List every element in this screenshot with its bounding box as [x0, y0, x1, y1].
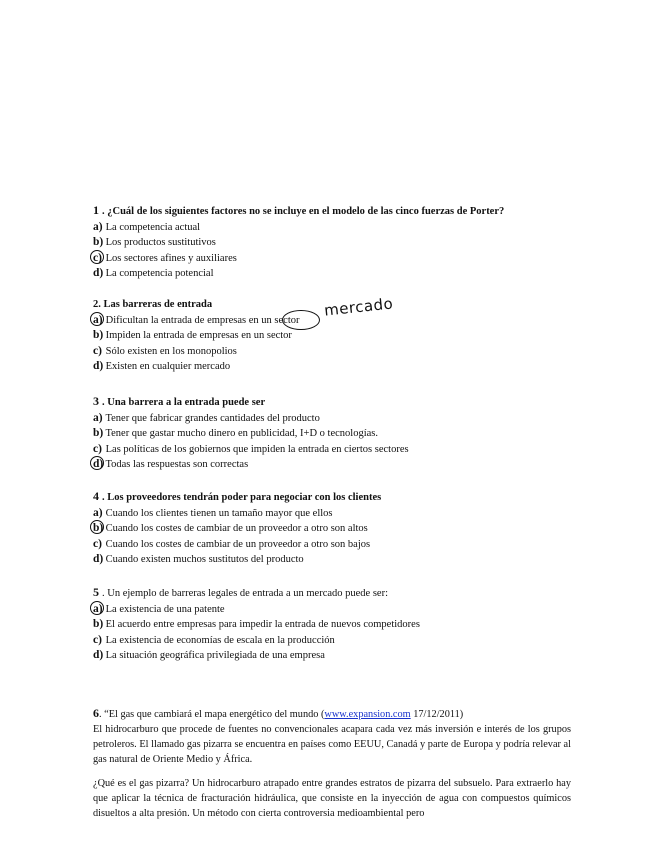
question-5-number: 5	[93, 585, 99, 599]
question-6-number: 6	[93, 706, 99, 720]
question-2-option-b: b) Impiden la entrada de empresas en un sector	[93, 329, 292, 342]
question-2-option-d: d) Existen en cualquier mercado	[93, 360, 231, 373]
question-1-option-c: c) Los sectores afines y auxiliares	[93, 251, 583, 267]
question-2-title: 2. Las barreras de entrada	[93, 299, 213, 310]
question-5-option-b: b) El acuerdo entre empresas para impedir la entrada de nuevos competidores	[93, 618, 420, 631]
question-1	[93, 203, 583, 282]
answer-circle-mark	[90, 601, 104, 615]
question-1-option-d: d) La competencia potencial	[93, 267, 214, 280]
expansion-link[interactable]: www.expansion.com	[324, 709, 411, 720]
question-3-option-a: a) Tener que fabricar grandes cantidades del producto	[93, 411, 320, 424]
question-3-option-c: c) Las políticas de los gobiernos que impiden la entrada en ciertos sectores	[93, 442, 409, 455]
question-5-option-d: d) La situación geográfica privilegiada de una empresa	[93, 649, 325, 662]
question-6-heading: 6. “El gas que cambiará el mapa energético del mundo (www.expansion.com 17/12/2011)	[93, 706, 464, 720]
question-3	[93, 394, 583, 473]
question-3-option-b: b) Tener que gastar mucho dinero en publicidad, I+D o tecnologías.	[93, 427, 378, 440]
question-4-option-b: b) Cuando los costes de cambiar de un proveedor a otro son altos	[93, 521, 583, 537]
question-1-option-a: a) La competencia actual	[93, 220, 201, 233]
answer-circle-mark	[90, 312, 104, 326]
question-4-option-d: d) Cuando existen muchos sustitutos del producto	[93, 553, 304, 566]
question-6-paragraph-1: El hidrocarburo que procede de fuentes no convencionales acapara cada vez más inversión e interés de los grupos petroleros. El llamado gas pizarra se encuentra en países como EEUU, Canadá y parte de Europa y podría relevar al gas natural de Oriente Medio y África.	[93, 724, 571, 765]
question-1-number: 1	[93, 203, 99, 217]
question-5-option-c: c) La existencia de economías de escala en la producción	[93, 633, 335, 646]
question-4-option-c: c) Cuando los costes de cambiar de un proveedor a otro son bajos	[93, 537, 371, 550]
question-5-option-a: a) La existencia de una patente	[93, 602, 583, 618]
question-6	[93, 706, 571, 821]
question-4-option-a: a) Cuando los clientes tienen un tamaño mayor que ellos	[93, 506, 333, 519]
question-2-number: 2	[93, 299, 99, 310]
question-1-option-b: b) Los productos sustitutivos	[93, 236, 216, 249]
question-3-option-d: d) Todas las respuestas son correctas	[93, 457, 583, 473]
question-6-paragraph-2: ¿Qué es el gas pizarra? Un hidrocarburo atrapado entre grandes estratos de pizarra del subsuelo. Para extraerlo hay que aplicar la técnica de fracturación hidráulica, que consiste en la inyección de agua con compuestos químicos disueltos a alta presión. Un método con cierta controversia medioambiental pero	[93, 778, 571, 819]
question-2-option-c: c) Sólo existen en los monopolios	[93, 344, 237, 357]
question-5-title: 5 . Un ejemplo de barreras legales de entrada a un mercado puede ser:	[93, 585, 388, 599]
word-circle-mark	[282, 310, 320, 330]
answer-circle-mark	[90, 250, 104, 264]
question-3-number: 3	[93, 394, 99, 408]
question-3-title: 3 . Una barrera a la entrada puede ser	[93, 394, 266, 408]
question-1-title: 1 . ¿Cuál de los siguientes factores no se incluye en el modelo de las cinco fuerzas de Porter?	[93, 203, 505, 217]
question-4-title: 4 . Los proveedores tendrán poder para negociar con los clientes	[93, 489, 382, 503]
question-4	[93, 489, 583, 568]
question-2-option-a: a) Dificultan la entrada de empresas en un sector	[93, 313, 583, 329]
handwritten-note: mercado	[323, 294, 395, 320]
question-5	[93, 585, 583, 664]
question-4-number: 4	[93, 489, 99, 503]
